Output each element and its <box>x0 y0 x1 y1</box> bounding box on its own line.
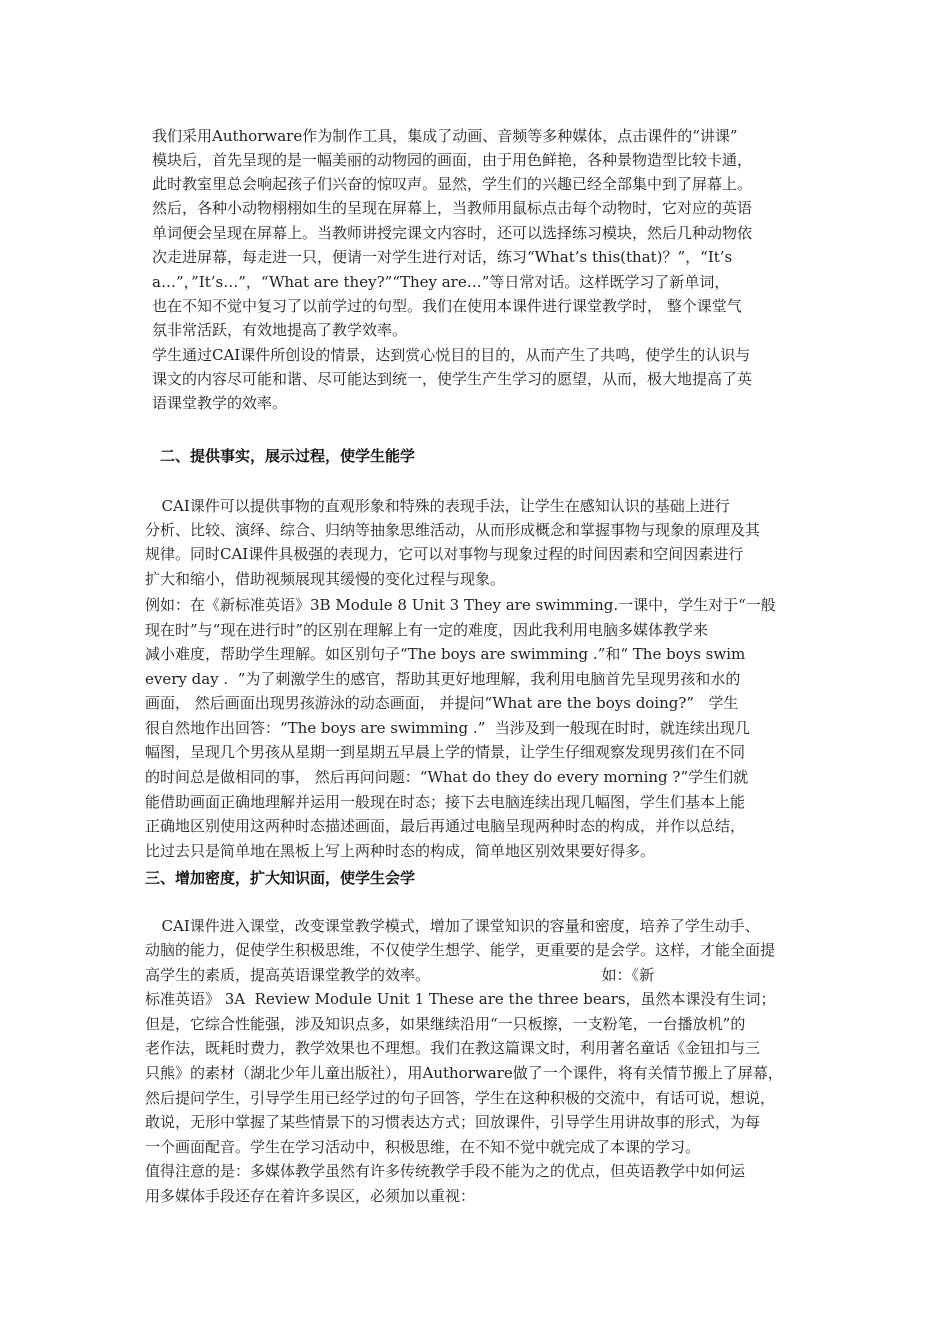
text-line: 敢说，无形中掌握了某些情景下的习惯表达方式；回放课件，引导学生用讲故事的形式，为每 <box>145 1113 761 1131</box>
text-line: 减小难度，帮助学生理解。如区别句子“The boys are swimming .”和“ The boys swim <box>145 645 746 663</box>
text-line: 此时教室里总会响起孩子们兴奋的惊叹声。显然，学生们的兴趣已经全部集中到了屏幕上。 <box>152 175 753 193</box>
section-heading-2: 二、提供事实，展示过程，使学生能学 <box>160 447 416 465</box>
text-line: 动脑的能力，促使学生积极思维，不仅使学生想学、能学，更重要的是会学。这样，才能全面提 <box>145 941 776 959</box>
text-line: 然后提问学生，引导学生用已经学过的句子回答，学生在这种积极的交流中，有话可说，想说， <box>145 1089 776 1107</box>
text-line: 只熊》的素材（湖北少年儿童出版社），用Authorware做了一个课件，将有关情节搬上了屏幕， <box>145 1064 783 1082</box>
text-line: 现在时”与“现在进行时”的区别在理解上有一定的难度，因此我利用电脑多媒体教学来 <box>145 621 709 639</box>
text-line: 一个画面配音。学生在学习活动中，积极思维，在不知不觉中就完成了本课的学习。 <box>145 1138 701 1156</box>
text-line: 我们采用Authorware作为制作工具，集成了动画、音频等多种媒体，点击课件的“讲课” <box>152 127 738 145</box>
text-line: 标准英语》 3A Review Module Unit 1 These are the three bears，虽然本课没有生词； <box>145 990 776 1008</box>
text-line: 幅图，呈现几个男孩从星期一到星期五早晨上学的情景，让学生仔细观察发现男孩们在不同 <box>145 743 746 761</box>
text-line: CAI课件可以提供事物的直观形象和特殊的表现手法，让学生在感知认识的基础上进行 <box>152 497 730 515</box>
text-line: every day . ”为了刺激学生的感官，帮助其更好地理解，我利用电脑首先呈现男孩和水的 <box>145 670 741 688</box>
text-line: 单词便会呈现在屏幕上。当教师讲授完课文内容时，还可以选择练习模块，然后几种动物依 <box>152 224 753 242</box>
text-line: 分析、比较、演绎、综合、归纳等抽象思维活动，从而形成概念和掌握事物与现象的原理及其 <box>145 521 761 539</box>
text-line: 但是，它综合性能强，涉及知识点多，如果继续沿用“一只板擦，一支粉笔，一台播放机”的 <box>145 1015 746 1033</box>
text-line: 正确地区别使用这两种时态描述画面，最后再通过电脑呈现两种时态的构成，并作以总结， <box>145 817 746 835</box>
text-line: 扩大和缩小，借助视频展现其缓慢的变化过程与现象。 <box>145 570 506 588</box>
text-line: 语课堂教学的效率。 <box>152 394 288 412</box>
text-line: 课文的内容尽可能和谐、尽可能达到统一，使学生产生学习的愿望，从而，极大地提高了英 <box>152 370 753 388</box>
text-line: 模块后，首先呈现的是一幅美丽的动物园的画面，由于用色鲜艳，各种景物造型比较卡通， <box>152 151 753 169</box>
text-line: 例如：在《新标准英语》3B Module 8 Unit 3 They are swimming.一课中，学生对于“一般 <box>145 596 776 614</box>
text-line: 的时间总是做相同的事， 然后再问问题：“What do they do every morning ?”学生们就 <box>145 768 749 786</box>
text-line: 用多媒体手段还存在着许多误区，必须加以重视： <box>145 1187 476 1205</box>
text-line: 学生通过CAI课件所创设的情景，达到赏心悦目的目的，从而产生了共鸣，使学生的认识与 <box>152 346 751 364</box>
text-line: 次走进屏幕，每走进一只，便请一对学生进行对话，练习“What’s this(that)？”，“It’s <box>152 248 733 266</box>
text-line: 比过去只是简单地在黑板上写上两种时态的构成，简单地区别效果要好得多。 <box>145 842 656 860</box>
text-line: 值得注意的是：多媒体教学虽然有许多传统教学手段不能为之的优点，但英语教学中如何运 <box>145 1162 746 1180</box>
text-line: 然后，各种小动物栩栩如生的呈现在屏幕上，当教师用鼠标点击每个动物时，它对应的英语 <box>152 199 753 217</box>
text-line: 老作法，既耗时费力，教学效果也不理想。我们在教这篇课文时，利用著名童话《金钮扣与三 <box>145 1039 761 1057</box>
text-line: 画面， 然后画面出现男孩游泳的动态画面， 并提问“What are the boys doing?” 学生 <box>145 694 739 712</box>
text-line: 很自然地作出回答：“The boys are swimming .” 当涉及到一般现在时时，就连续出现几 <box>145 719 750 737</box>
text-line: 能借助画面正确地理解并运用一般现在时态；接下去电脑连续出现几幅图，学生们基本上能 <box>145 793 746 811</box>
text-line: 高学生的素质，提高英语课堂教学的效率。 如：《新 <box>145 966 655 984</box>
section-heading-3: 三、增加密度，扩大知识面，使学生会学 <box>145 869 416 887</box>
text-line: a…”，”It’s…”，“What are they?”“They are…”等日常对话。这样既学习了新单词， <box>152 273 730 291</box>
text-line: 也在不知不觉中复习了以前学过的句型。我们在使用本课件进行课堂教学时， 整个课堂气 <box>152 297 742 315</box>
text-line: 氛非常活跃，有效地提高了教学效率。 <box>152 321 408 339</box>
text-line: CAI课件进入课堂，改变课堂教学模式，增加了课堂知识的容量和密度，培养了学生动手、 <box>152 917 760 935</box>
text-line: 规律。同时CAI课件具极强的表现力，它可以对事物与现象过程的时间因素和空间因素进行 <box>145 545 744 563</box>
